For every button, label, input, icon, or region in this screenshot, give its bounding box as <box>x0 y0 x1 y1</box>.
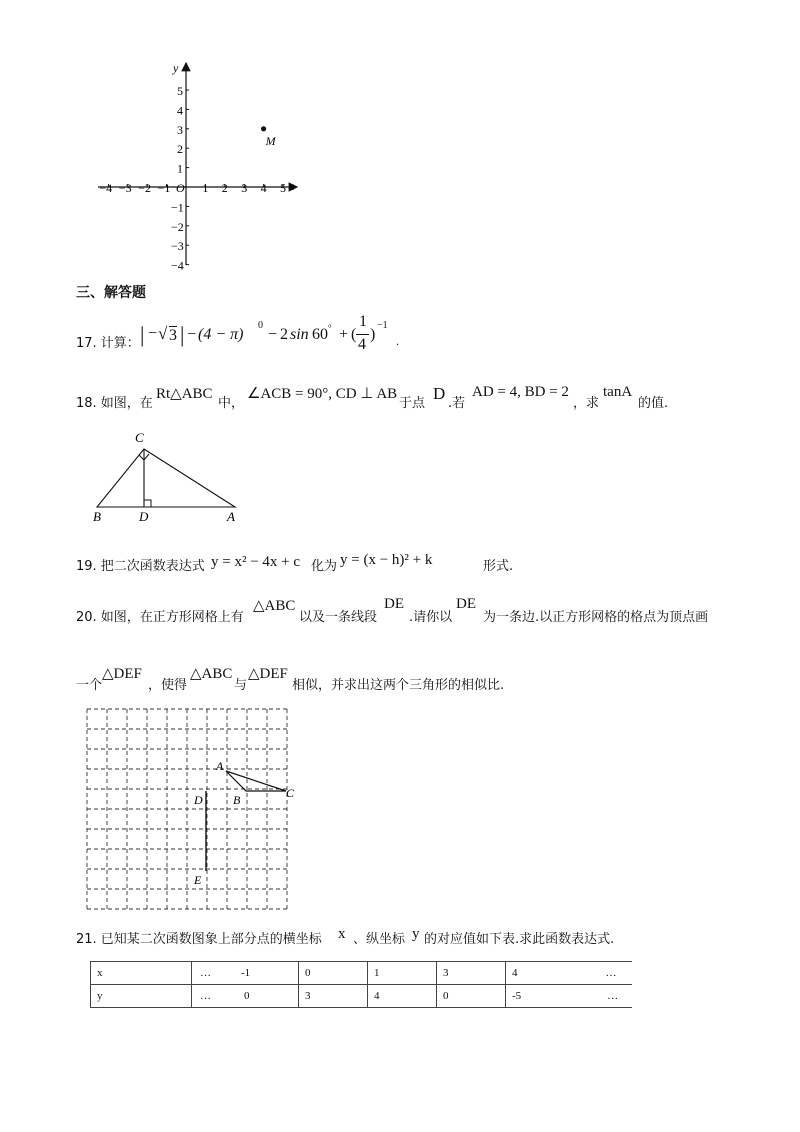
q20-line1 <box>76 596 756 626</box>
x-tick-label: 4 <box>260 181 267 195</box>
q20-t3: 为一条边.以正方形网格的格点为顶点画 <box>483 610 709 625</box>
point-m-label: M <box>265 133 276 148</box>
q20-tri2: △DEF <box>102 666 142 682</box>
table-cell <box>506 962 633 985</box>
q17-frac-bar <box>356 334 369 335</box>
table-cell: 4 <box>368 985 437 1008</box>
table-cell <box>192 985 299 1008</box>
table-cell: 3 <box>299 985 368 1008</box>
q17-frac-num: 1 <box>359 313 367 330</box>
dashed-grid <box>87 709 287 909</box>
y-tick-label: −2 <box>171 219 184 234</box>
cell-value: -1 <box>241 967 251 979</box>
y-tick-label: −3 <box>171 239 184 254</box>
q21-t1: 、纵坐标 <box>353 932 406 947</box>
q19-target: y = (x − h)² + k <box>340 552 433 568</box>
table-cell: 1 <box>368 962 437 985</box>
q17-paren-expr: (4 − π) <box>198 326 244 343</box>
q17-degree: ° <box>328 323 332 333</box>
q17-frac-open: ( <box>351 326 357 343</box>
q17-abs-close: | <box>180 322 185 347</box>
q17-minus1: − <box>187 326 197 343</box>
q20-grid-figure <box>86 708 295 914</box>
grid-label-d: D <box>194 793 203 807</box>
q20-lead: 20. 如图，在正方形网格上有 <box>76 610 244 625</box>
cell-value: -5 <box>512 990 522 1002</box>
q18-lead: 18. 如图，在 <box>76 396 153 411</box>
table-cell: x <box>91 962 192 985</box>
q21-value-table <box>90 961 632 1008</box>
y-tick-label: −4 <box>171 258 184 273</box>
triangle-abc <box>97 449 235 507</box>
q17-expression <box>140 315 410 359</box>
x-tick-label: 1 <box>202 181 209 195</box>
y-tick-label: 2 <box>177 142 183 157</box>
table-cell: 3 <box>437 962 506 985</box>
cell-ellipsis: … <box>200 967 211 979</box>
q20-line2-lead: 一个 <box>76 678 103 693</box>
q17-angle: 60 <box>312 326 328 343</box>
q20-t1: 以及一条线段 <box>299 610 378 625</box>
cell-value: 4 <box>512 967 518 979</box>
table-row <box>91 985 633 1008</box>
origin-label: O <box>176 181 185 195</box>
grid-label-b: B <box>233 793 241 807</box>
q20-t4: ，使得 <box>148 678 188 693</box>
q17-plus: + <box>339 326 349 343</box>
coordinate-plane-figure <box>90 58 320 273</box>
cell-value: 0 <box>244 990 250 1002</box>
q18-cond: ∠ACB = 90°, CD ⊥ AB <box>247 386 398 402</box>
q18-tanA: tanA <box>603 384 633 400</box>
x-tick-label: −3 <box>118 181 132 195</box>
q17-coef: 2 <box>280 326 288 343</box>
label-c: C <box>135 430 144 445</box>
q20-tri3: △ABC <box>190 666 233 682</box>
q18-t2: 于点 <box>399 396 426 411</box>
q21-x: x <box>338 926 346 942</box>
q18-t5: 的值. <box>638 396 669 411</box>
q17-radicand: 3 <box>169 327 177 344</box>
q18-triangle-figure <box>88 430 248 526</box>
q17-frac-den: 4 <box>358 336 366 353</box>
q17-exp0: 0 <box>258 320 263 331</box>
q17-frac-close: ) <box>370 326 376 343</box>
q20-seg: DE <box>384 596 404 612</box>
q20-tri4: △DEF <box>248 666 288 682</box>
table-cell: 0 <box>299 962 368 985</box>
q19-lead: 19. 把二次函数表达式 <box>76 559 205 574</box>
point-m <box>261 126 266 131</box>
q17-lead: 17. 计算： <box>76 336 140 351</box>
q21-text <box>76 926 696 952</box>
q18-lens: AD = 4, BD = 2 <box>472 384 569 400</box>
x-tick-label: 5 <box>280 181 286 195</box>
cell-ellipsis: … <box>607 990 619 1002</box>
q18-t1: 中， <box>218 396 245 411</box>
x-tick-label: 2 <box>221 181 228 195</box>
q17-exp-neg1: −1 <box>377 320 388 331</box>
table-cell: 0 <box>437 985 506 1008</box>
q18-t4: ，求 <box>573 396 600 411</box>
q18-pt: D <box>433 384 446 403</box>
table-cell <box>192 962 299 985</box>
right-angle-mark-d <box>144 500 151 507</box>
q17-end: . <box>396 334 399 348</box>
triangle-abc-grid <box>226 771 286 791</box>
q17-neg: − <box>148 325 158 342</box>
grid-label-a: A <box>216 759 224 773</box>
grid-label-c: C <box>286 786 295 800</box>
q21-t2: 的对应值如下表.求此函数表达式. <box>424 932 615 947</box>
cell-ellipsis: … <box>200 990 211 1002</box>
x-axis-label: x <box>289 179 295 193</box>
y-tick-label: −1 <box>171 200 184 215</box>
q19-mid: 化为 <box>311 559 338 574</box>
q19-text <box>76 548 576 578</box>
y-tick-label: 5 <box>177 84 183 98</box>
table-row <box>91 962 633 985</box>
y-axis-label: y <box>173 61 179 75</box>
q17-sin: sin <box>290 326 309 343</box>
y-tick-label: 1 <box>177 161 183 176</box>
q20-t6: 相似，并求出这两个三角形的相似比. <box>292 678 505 693</box>
q17-sqrt: √ <box>158 324 168 343</box>
x-tick-label: −4 <box>99 181 113 195</box>
section-heading: 三、解答题 <box>76 285 146 301</box>
q20-t2: .请你以 <box>409 610 453 625</box>
grid-label-e: E <box>194 873 202 887</box>
q20-t5: 与 <box>234 678 248 693</box>
label-d: D <box>139 509 149 524</box>
label-b: B <box>93 509 101 524</box>
q18-tri: Rt△ABC <box>156 386 213 402</box>
q18-text <box>76 382 726 412</box>
q18-t3: .若 <box>448 396 466 411</box>
x-tick-label: −1 <box>157 181 171 195</box>
q21-y: y <box>412 926 420 942</box>
q19-expr: y = x² − 4x + c <box>211 554 301 570</box>
q19-tail: 形式. <box>483 559 514 574</box>
x-tick-label: −2 <box>138 181 151 195</box>
y-tick-label: 4 <box>177 103 183 118</box>
y-tick-label: 3 <box>177 122 183 137</box>
table-cell: y <box>91 985 192 1008</box>
q21-lead: 21. 已知某二次函数图象上部分点的横坐标 <box>76 932 322 947</box>
x-tick-label: 3 <box>241 181 248 195</box>
q20-seg2: DE <box>456 596 476 612</box>
label-a: A <box>227 509 235 524</box>
table-cell <box>506 985 633 1008</box>
q20-line2 <box>76 664 576 694</box>
cell-ellipsis: … <box>605 967 617 979</box>
q17-minus2: − <box>268 326 278 343</box>
q20-tri1: △ABC <box>253 598 296 614</box>
q17-abs-open: | <box>140 322 145 347</box>
